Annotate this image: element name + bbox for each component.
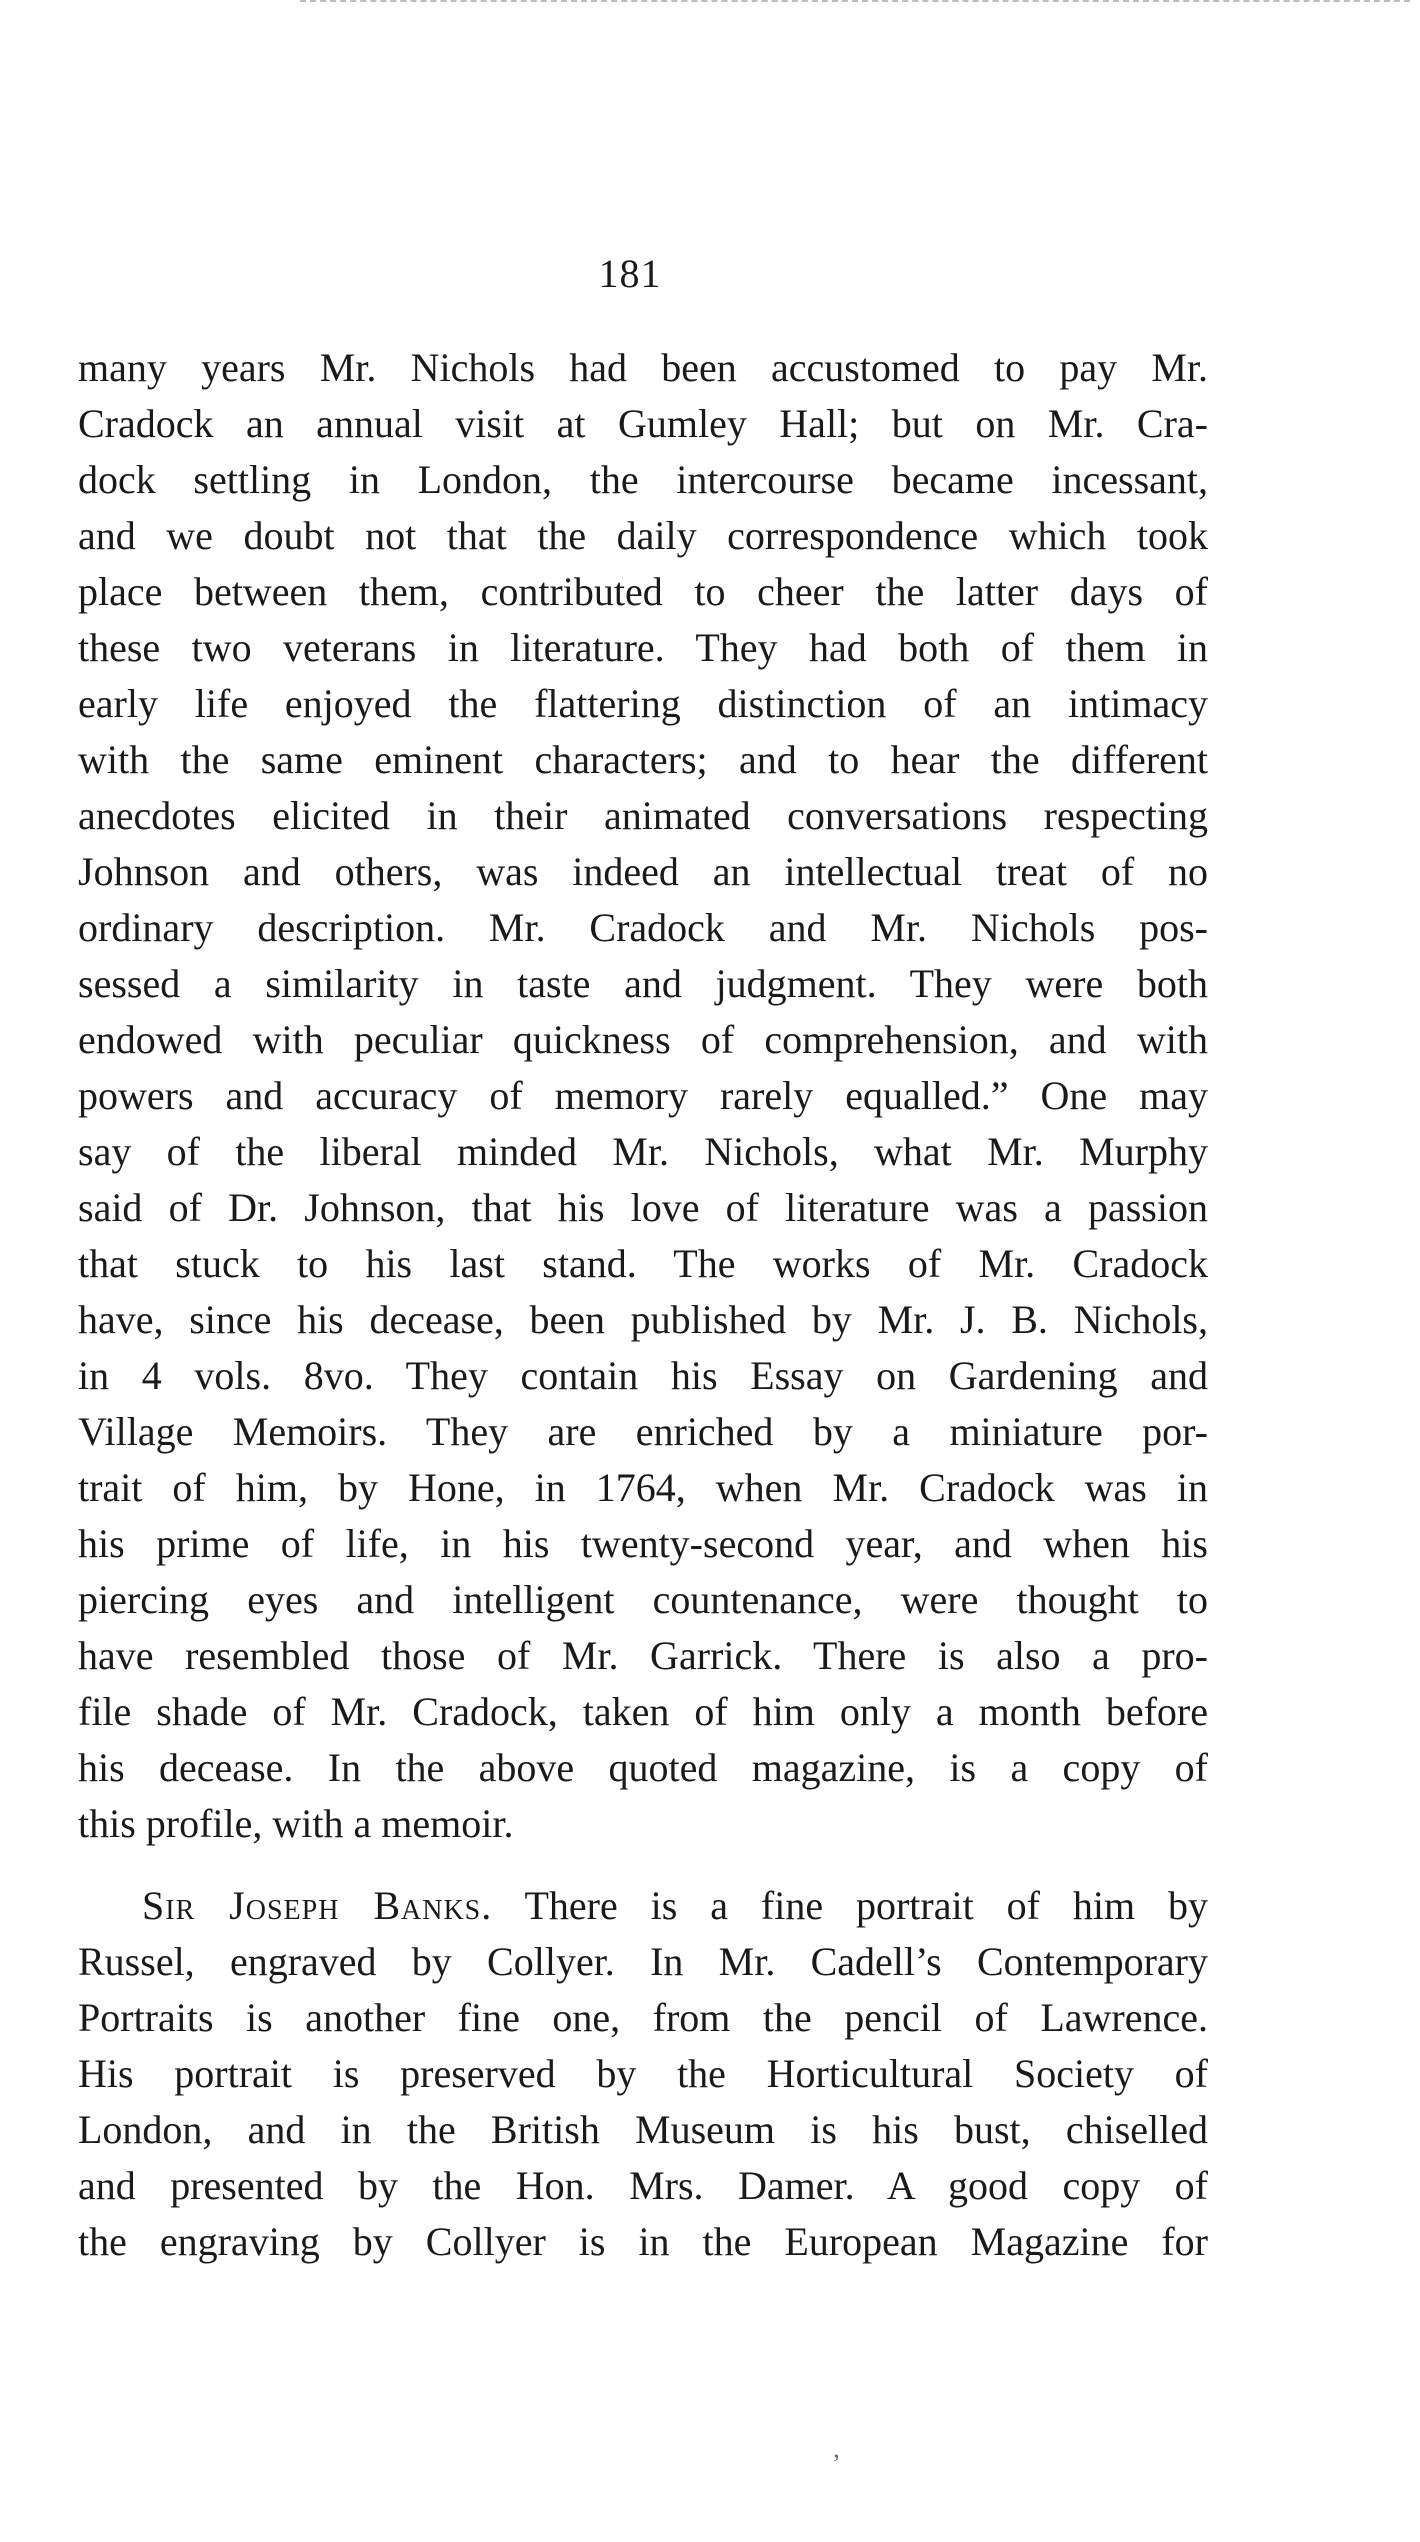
paragraph-joseph-banks [78, 1878, 1208, 2270]
text-line: these two veterans in literature. They had both of them in [78, 625, 1208, 670]
text-line: have, since his decease, been published by Mr. J. B. Nichols, [78, 1297, 1208, 1342]
text-line: piercing eyes and intelligent countenance, were thought to [78, 1577, 1208, 1622]
text-line: anecdotes elicited in their animated conversations respecting [78, 793, 1208, 838]
text-line: dock settling in London, the intercourse became incessant, [78, 457, 1208, 502]
text-line: his decease. In the above quoted magazine, is a copy of [78, 1745, 1208, 1790]
text-line: that stuck to his last stand. The works of Mr. Cradock [78, 1241, 1208, 1286]
text-line-rest: There is a fine portrait of him by [524, 1883, 1209, 1928]
text-line: this profile, with a memoir. [78, 1801, 514, 1846]
text-line: his prime of life, in his twenty-second year, and when his [78, 1521, 1208, 1566]
text-line: many years Mr. Nichols had been accustomed to pay Mr. [78, 345, 1208, 390]
text-line: London, and in the British Museum is his bust, chiselled [78, 2107, 1208, 2152]
text-line: with the same eminent characters; and to hear the different [78, 737, 1208, 782]
text-line: file shade of Mr. Cradock, taken of him only a month before [78, 1689, 1208, 1734]
text-line-first [78, 1878, 1208, 1934]
text-line: His portrait is preserved by the Horticultural Society of [78, 2051, 1208, 2096]
text-line: said of Dr. Johnson, that his love of literature was a passion [78, 1185, 1208, 1230]
text-line: Portraits is another fine one, from the pencil of Lawrence. [78, 1995, 1208, 2040]
text-line: the engraving by Collyer is in the European Magazine for [78, 2219, 1208, 2264]
text-line: Cradock an annual visit at Gumley Hall; but on Mr. Cra- [78, 401, 1208, 446]
text-line: sessed a similarity in taste and judgment. They were both [78, 961, 1208, 1006]
text-line: and presented by the Hon. Mrs. Damer. A good copy of [78, 2163, 1208, 2208]
text-line: Johnson and others, was indeed an intellectual treat of no [78, 849, 1208, 894]
text-line: in 4 vols. 8vo. They contain his Essay on Gardening and [78, 1353, 1208, 1398]
page-top-edge [300, 0, 1410, 7]
text-line: have resembled those of Mr. Garrick. There is also a pro- [78, 1633, 1208, 1678]
text-line: Russel, engraved by Collyer. In Mr. Cadell’s Contemporary [78, 1939, 1208, 1984]
text-line: early life enjoyed the flattering distinction of an intimacy [78, 681, 1208, 726]
text-line: Village Memoirs. They are enriched by a miniature por- [78, 1409, 1208, 1454]
text-line: say of the liberal minded Mr. Nichols, what Mr. Murphy [78, 1129, 1208, 1174]
entry-heading: Sir Joseph Banks. [142, 1883, 493, 1928]
text-line: powers and accuracy of memory rarely equalled.” One may [78, 1073, 1208, 1118]
ink-mark: ‚ [832, 2434, 841, 2463]
text-line: endowed with peculiar quickness of comprehension, and with [78, 1017, 1208, 1062]
text-line: trait of him, by Hone, in 1764, when Mr. Cradock was in [78, 1465, 1208, 1510]
paragraph-cradock [78, 340, 1208, 1852]
page-number: 181 [598, 251, 662, 296]
text-line: place between them, contributed to cheer the latter days of [78, 569, 1208, 614]
text-line: and we doubt not that the daily correspondence which took [78, 513, 1208, 558]
text-line: ordinary description. Mr. Cradock and Mr. Nichols pos- [78, 905, 1208, 950]
